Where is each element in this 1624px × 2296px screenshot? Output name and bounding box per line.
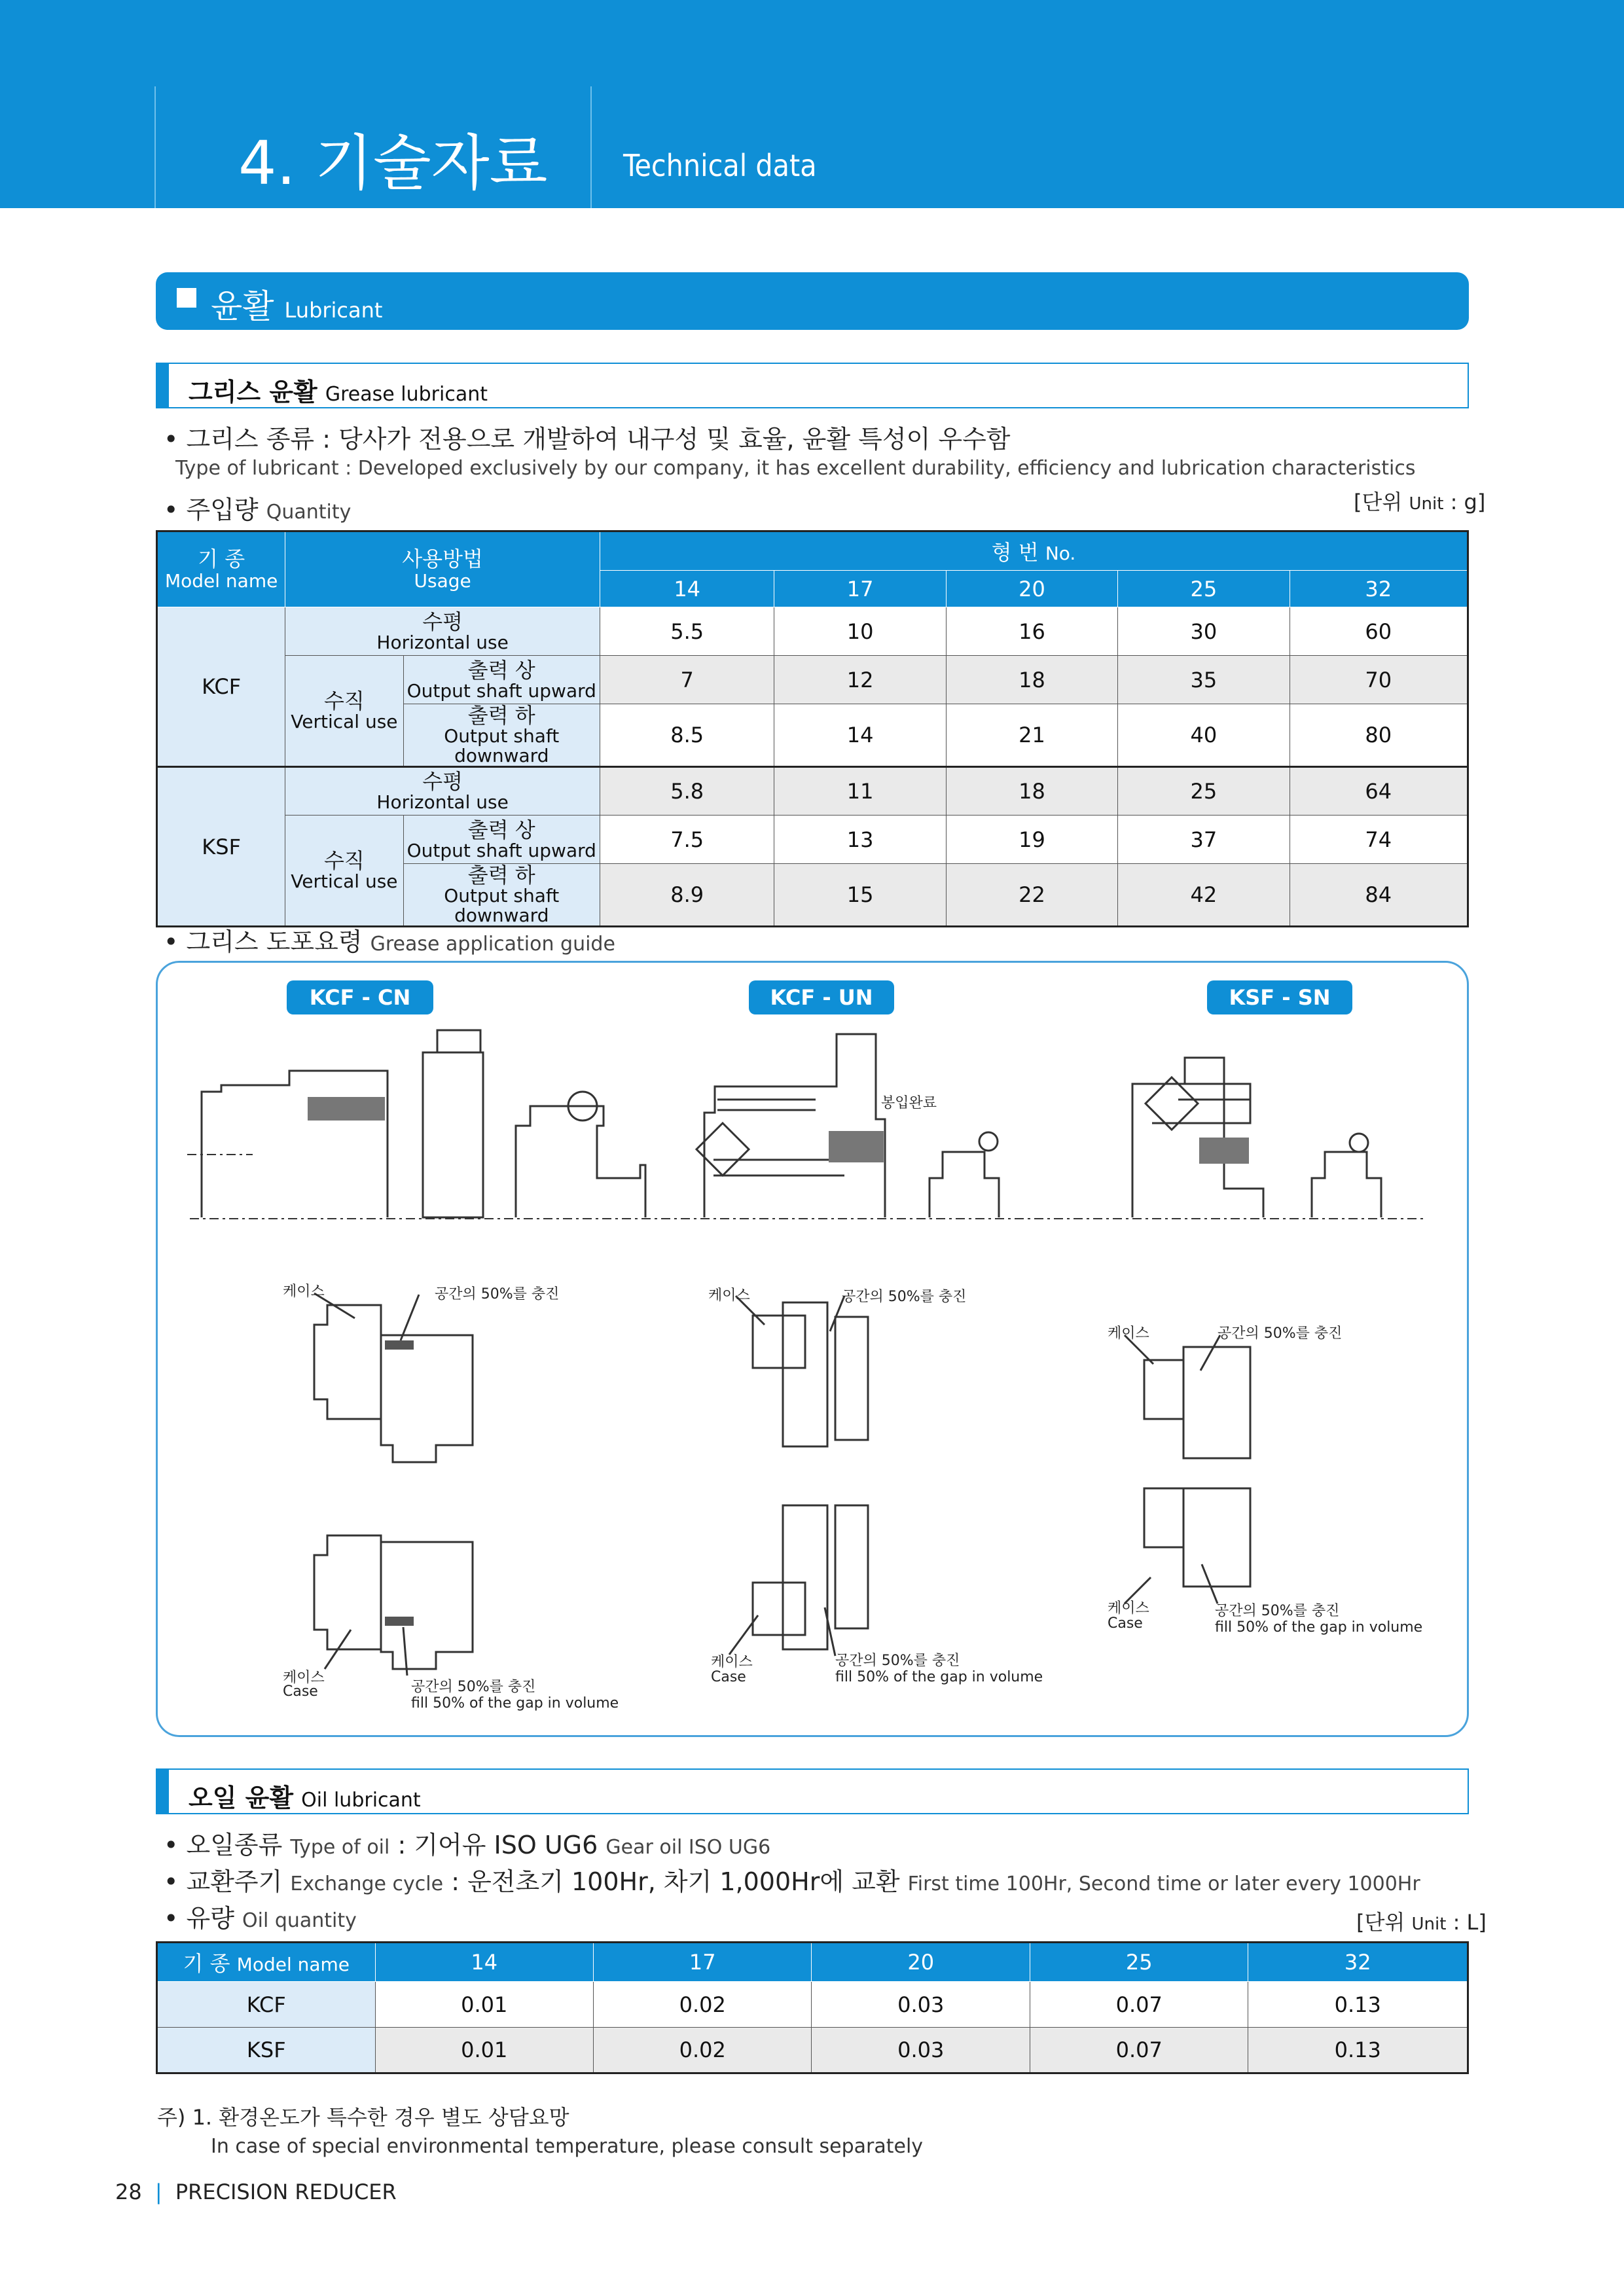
tag-kcf-un: KCF - UN [749,980,894,1014]
table-row: 출력 하 Output shaft downward 8.5 14 21 40 80 [157,704,1468,767]
grease-quantity-label: • 주입량 Quantity [164,495,352,524]
kcf-cn-stand-drawing [516,1106,645,1217]
size-header: 17 [594,1943,812,1982]
case-label: 케이스 [708,1287,750,1304]
size-header: 17 [774,571,946,607]
header-model: 기 종 Model name [157,1943,376,1982]
page-number: 28 [115,2179,142,2204]
size-header: 32 [1248,1943,1468,1982]
oil-quantity-table [156,1941,1469,2074]
header-model: 기 종 Model name [157,531,285,607]
case-label-en: Case [1108,1615,1143,1632]
case-label: 케이스 [1108,1325,1149,1342]
case-label: 케이스 [711,1654,753,1670]
size-header: 14 [375,1943,593,1982]
oil-cycle-line: • 교환주기 Exchange cycle : 운전초기 100Hr, 차기 1,000Hr에 교환 First time 100Hr, Second time or later every 1000Hr [164,1867,1420,1896]
model-cell-ksf: KSF [157,2028,376,2073]
size-header: 14 [600,571,774,607]
oil-quantity-label: • 유량 Oil quantity [164,1904,357,1933]
oil-unit: [단위 Unit : L] [1356,1910,1487,1935]
grease-unit: [단위 Unit : g] [1354,490,1486,514]
kcf-un-detail-lower-drawing [753,1505,827,1649]
fill-label: 공간의 50%를 충진 [411,1679,536,1695]
footer-separator: | [154,2179,162,2204]
section-title: 윤활 Lubricant [211,287,383,325]
usage-upward: 출력 상 Output shaft upward [403,656,600,704]
fill-label-en: fill 50% of the gap in volume [411,1695,619,1712]
model-cell-ksf: KSF [157,767,285,927]
case-label: 케이스 [1108,1600,1149,1617]
usage-horizontal: 수평 Horizontal use [285,767,600,816]
note-ko: 주) 1. 환경온도가 특수한 경우 별도 상담요망 [157,2105,569,2130]
page-subtitle: Technical data [623,148,817,183]
fill-label: 공간의 50%를 충진 [1218,1325,1343,1342]
page-title: 4. 기술자료 [238,128,548,198]
size-header: 25 [1118,571,1290,607]
ksf-sn-stand-drawing [1312,1152,1381,1217]
page-footer [115,2179,397,2204]
usage-downward: 출력 하 Output shaft downward [403,864,600,927]
kcf-un-stand-drawing [929,1152,999,1217]
size-header: 20 [946,571,1117,607]
grease-guide-label: • 그리스 도포요령 Grease application guide [164,927,615,956]
table-row: KSF 0.01 0.02 0.03 0.07 0.13 [157,2028,1468,2073]
fill-label: 공간의 50%를 충진 [1215,1603,1340,1619]
table-row: 수직 Vertical use 출력 상 Output shaft upward 7 12 18 35 70 [157,656,1468,704]
size-header: 32 [1290,571,1468,607]
oil-type-line: • 오일종류 Type of oil : 기어유 ISO UG6 Gear oil ISO UG6 [164,1831,771,1859]
size-header: 25 [1030,1943,1248,1982]
fill-label: 공간의 50%를 충진 [435,1286,560,1302]
ksf-sn-detail-upper-drawing [1144,1347,1250,1458]
kcf-cn-detail-upper-drawing [314,1305,381,1419]
fill-label: 공간의 50%를 충진 [842,1289,967,1305]
usage-vertical: 수직 Vertical use [285,816,403,927]
grease-type-en: Type of lubricant : Developed exclusively by our company, it has excellent durability, efficiency and lubrication characteristics [175,457,1416,480]
model-cell-kcf: KCF [157,607,285,767]
note-en: In case of special environmental temperature, please consult separately [211,2135,924,2158]
kcf-cn-side-drawing [423,1052,483,1217]
subsection-oil: 오일 윤활 Oil lubricant [156,1768,1469,1814]
table-row: KCF 수평 Horizontal use 5.5 10 16 30 60 [157,607,1468,656]
header-no: 형 번 No. [600,531,1468,571]
fill-label-en: fill 50% of the gap in volume [835,1669,1043,1685]
fill-label: 공간의 50%를 충진 [835,1653,960,1669]
usage-upward: 출력 상 Output shaft upward [403,816,600,864]
case-label-en: Case [283,1683,318,1700]
tag-kcf-cn: KCF - CN [287,980,433,1014]
subsection-grease: 그리스 윤활 Grease lubricant [156,363,1469,408]
grease-type-line: • 그리스 종류 : 당사가 전용으로 개발하여 내구성 및 효율, 윤활 특성이 우수함 [164,425,1011,454]
case-label: 케이스 [283,1283,325,1300]
header-usage: 사용방법 Usage [285,531,600,607]
table-row: KSF 수평 Horizontal use 5.8 11 18 25 64 [157,767,1468,816]
size-header: 20 [812,1943,1030,1982]
case-label: 케이스 [283,1670,325,1686]
footer-label: PRECISION REDUCER [175,2179,397,2204]
usage-downward: 출력 하 Output shaft downward [403,704,600,767]
tag-ksf-sn: KSF - SN [1207,980,1352,1014]
sealed-label: 봉입완료 [881,1095,937,1111]
fill-label-en: fill 50% of the gap in volume [1215,1619,1423,1636]
kcf-cn-housing-drawing [202,1071,388,1217]
kcf-cn-detail-lower-drawing [314,1535,381,1649]
kcf-un-section-drawing [704,1034,885,1217]
table-row: 수직 Vertical use 출력 상 Output shaft upward 7.5 13 19 37 74 [157,816,1468,864]
ksf-sn-detail-lower-drawing [1144,1488,1250,1587]
usage-horizontal: 수평 Horizontal use [285,607,600,656]
usage-vertical: 수직 Vertical use [285,656,403,767]
case-label-en: Case [711,1669,746,1685]
model-cell-kcf: KCF [157,1982,376,2028]
table-row: KCF 0.01 0.02 0.03 0.07 0.13 [157,1982,1468,2028]
table-row: 출력 하 Output shaft downward 8.9 15 22 42 84 [157,864,1468,927]
